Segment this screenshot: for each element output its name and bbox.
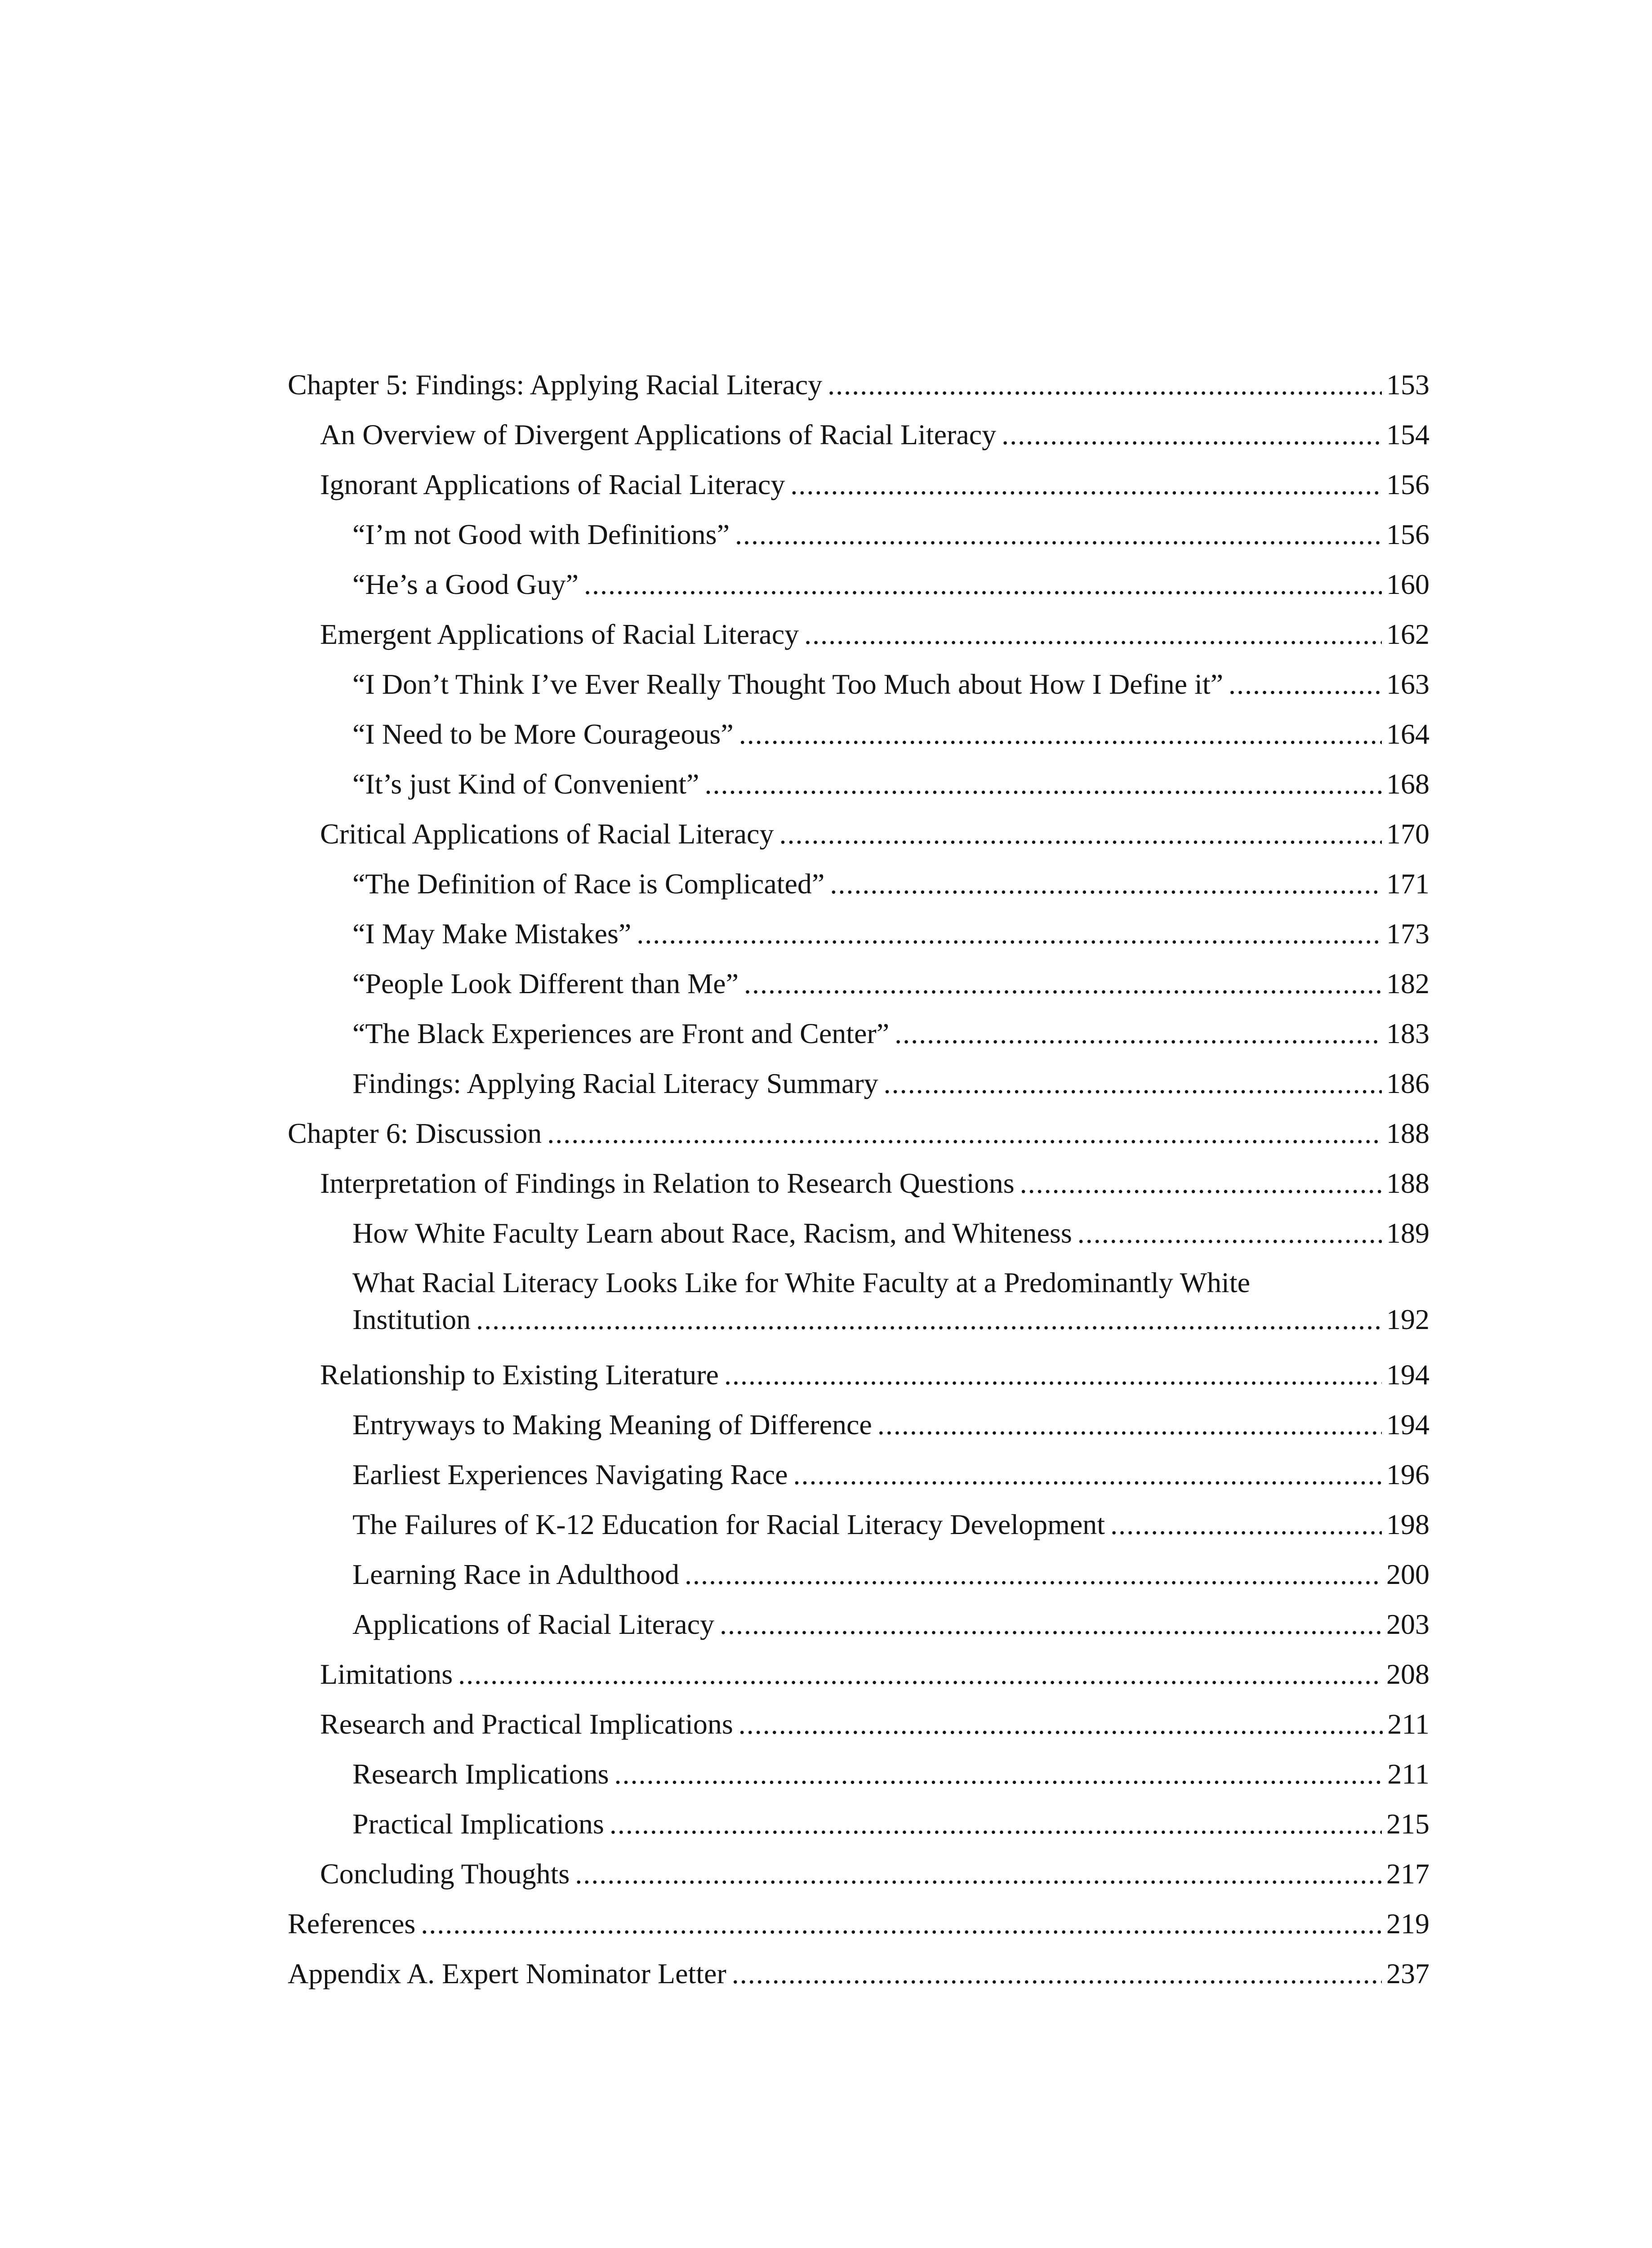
toc-entry-title: Earliest Experiences Navigating Race [352,1459,788,1490]
dot-leader [704,759,1382,809]
dot-leader [610,1799,1382,1849]
toc-page-number: 173 [1386,918,1429,950]
toc-page-number: 163 [1386,668,1429,700]
toc-page-number: 156 [1386,468,1429,500]
dot-leader [732,1949,1382,1998]
toc-entry-learning-race-adulthood[interactable] [288,1549,1429,1599]
toc-page-number: 217 [1386,1858,1429,1890]
toc-entry-research-practical-implications[interactable] [288,1699,1429,1749]
toc-entry-racial-literacy-looks-like[interactable] [288,1258,1429,1350]
toc-entry-title: “It’s just Kind of Convenient” [352,768,699,800]
toc-entry-findings-summary[interactable] [288,1058,1429,1108]
toc-page-number: 164 [1386,718,1429,750]
toc-entry-title: Research Implications [352,1758,609,1790]
dot-leader [735,509,1382,559]
dot-leader [1002,410,1382,459]
dot-leader [1020,1158,1382,1208]
toc-entry-good-guy[interactable] [288,559,1429,609]
toc-entry-title: Chapter 6: Discussion [288,1117,542,1149]
toc-entry-not-good-with-definitions[interactable] [288,509,1429,559]
toc-entry-how-white-faculty-learn[interactable] [288,1208,1429,1258]
toc-entry-ignorant-applications[interactable] [288,459,1429,509]
toc-entry-definition-of-race-complicated[interactable] [288,859,1429,909]
toc-page-number: 211 [1387,1708,1429,1740]
toc-page-number: 237 [1386,1958,1429,1989]
dot-leader [779,809,1382,859]
toc-entry-title: Relationship to Existing Literature [320,1359,719,1391]
toc-entry-title: “I Don’t Think I’ve Ever Really Thought Too Much about How I Define it” [352,668,1224,700]
toc-page-number: 186 [1386,1067,1429,1099]
toc-page-number: 182 [1386,968,1429,999]
toc-entry-title: “I Need to be More Courageous” [352,718,734,750]
table-of-contents [288,360,1429,1998]
toc-page-number: 208 [1386,1658,1429,1690]
dot-leader [637,909,1382,959]
dot-leader [720,1599,1382,1649]
toc-entry-title: Concluding Thoughts [320,1858,570,1890]
toc-page-number: 194 [1386,1359,1429,1391]
toc-entry-title: Learning Race in Adulthood [352,1558,679,1590]
toc-entry-title: Chapter 5: Findings: Applying Racial Literacy [288,369,823,401]
dot-leader [584,559,1382,609]
toc-entry-title: The Failures of K-12 Education for Racial Literacy Development [352,1508,1105,1540]
toc-entry-more-courageous[interactable] [288,709,1429,759]
dot-leader [828,360,1382,410]
dot-leader [895,1008,1382,1058]
toc-page-number: 156 [1386,518,1429,550]
toc-entry-title: “The Black Experiences are Front and Center” [352,1017,890,1049]
toc-entry-title: References [288,1908,416,1940]
toc-page-number: 200 [1386,1558,1429,1590]
toc-entry-title: How White Faculty Learn about Race, Racism, and Whiteness [352,1217,1072,1249]
toc-entry-title: Interpretation of Findings in Relation to Research Questions [320,1167,1015,1199]
toc-entry-entryways-meaning-difference[interactable] [288,1400,1429,1450]
toc-entry-title: “The Definition of Race is Complicated” [352,868,825,900]
dot-leader [614,1749,1383,1799]
toc-entry-title: Appendix A. Expert Nominator Letter [288,1958,726,1989]
toc-entry-references[interactable] [288,1899,1429,1949]
toc-entry-title: “I’m not Good with Definitions” [352,518,730,550]
toc-page-number: 194 [1386,1409,1429,1441]
toc-entry-overview-divergent-applications[interactable] [288,410,1429,459]
toc-entry-may-make-mistakes[interactable] [288,909,1429,959]
dot-leader [804,609,1382,659]
toc-entry-people-look-different[interactable] [288,959,1429,1008]
toc-page-number: 154 [1386,419,1429,450]
toc-entry-title: Research and Practical Implications [320,1708,733,1740]
toc-entry-title: Limitations [320,1658,453,1690]
toc-page-number: 215 [1386,1808,1429,1840]
toc-page-number: 211 [1387,1758,1429,1790]
dot-leader [793,1450,1382,1499]
toc-entry-research-implications[interactable] [288,1749,1429,1799]
dot-leader [884,1058,1382,1108]
toc-entry-title-line1: What Racial Literacy Looks Like for White Faculty at a Predominantly White [352,1267,1250,1298]
toc-page-number: 188 [1386,1117,1429,1149]
toc-page-number: 160 [1386,568,1429,600]
toc-entry-title: Practical Implications [352,1808,604,1840]
toc-entry-title: Critical Applications of Racial Literacy [320,818,774,850]
toc-entry-title-line2: Institution [352,1303,471,1335]
dot-leader [575,1849,1382,1899]
toc-page-number: 196 [1386,1459,1429,1490]
dot-leader [1110,1499,1382,1549]
dot-leader [724,1350,1382,1400]
toc-page-number: 153 [1386,369,1429,401]
toc-page-number: 162 [1386,618,1429,650]
toc-entry-title: Entryways to Making Meaning of Difference [352,1409,872,1441]
toc-entry-title: “He’s a Good Guy” [352,568,579,600]
dot-leader [458,1649,1382,1699]
toc-entry-concluding-thoughts[interactable] [288,1849,1429,1899]
toc-entry-interpretation-of-findings[interactable] [288,1158,1429,1208]
toc-entry-emergent-applications[interactable] [288,609,1429,659]
toc-page-number: 192 [1386,1303,1429,1335]
toc-entry-applications-racial-literacy[interactable] [288,1599,1429,1649]
toc-page-number: 170 [1386,818,1429,850]
toc-entry-title: Applications of Racial Literacy [352,1608,715,1640]
toc-entry-chapter-6[interactable] [288,1108,1429,1158]
toc-page-number: 171 [1386,868,1429,900]
toc-entry-chapter-5[interactable] [288,360,1429,410]
toc-entry-kind-of-convenient[interactable] [288,759,1429,809]
dot-leader [744,959,1382,1008]
dot-leader [830,859,1382,909]
toc-entry-practical-implications[interactable] [288,1799,1429,1849]
dot-leader [739,709,1382,759]
toc-entry-title: Ignorant Applications of Racial Literacy [320,468,785,500]
toc-entry-earliest-experiences[interactable] [288,1450,1429,1499]
toc-entry-title: Findings: Applying Racial Literacy Summary [352,1067,878,1099]
toc-entry-limitations[interactable] [288,1649,1429,1699]
dot-leader [685,1549,1382,1599]
toc-page-number: 189 [1386,1217,1429,1249]
toc-entry-failures-k12-education[interactable] [288,1499,1429,1549]
toc-page-number: 198 [1386,1508,1429,1540]
dot-leader [790,459,1382,509]
dot-leader [476,1301,1382,1338]
toc-entry-black-experiences-front-center[interactable] [288,1008,1429,1058]
toc-entry-title: Emergent Applications of Racial Literacy [320,618,799,650]
toc-entry-critical-applications[interactable] [288,809,1429,859]
toc-entry-second-line [352,1301,1429,1338]
toc-entry-title: “I May Make Mistakes” [352,918,632,950]
toc-page-number: 168 [1386,768,1429,800]
dot-leader [739,1699,1383,1749]
dot-leader [1229,659,1382,709]
toc-entry-relationship-to-literature[interactable] [288,1350,1429,1400]
toc-entry-title: An Overview of Divergent Applications of Racial Literacy [320,419,997,450]
toc-page-number: 188 [1386,1167,1429,1199]
toc-entry-how-i-define-it[interactable] [288,659,1429,709]
dot-leader [877,1400,1382,1450]
toc-entry-appendix-a[interactable] [288,1949,1429,1998]
dot-leader [547,1108,1382,1158]
toc-page-number: 183 [1386,1017,1429,1049]
toc-page-number: 203 [1386,1608,1429,1640]
toc-entry-title: “People Look Different than Me” [352,968,739,999]
dot-leader [421,1899,1382,1949]
dot-leader [1078,1208,1382,1258]
toc-page-number: 219 [1386,1908,1429,1940]
